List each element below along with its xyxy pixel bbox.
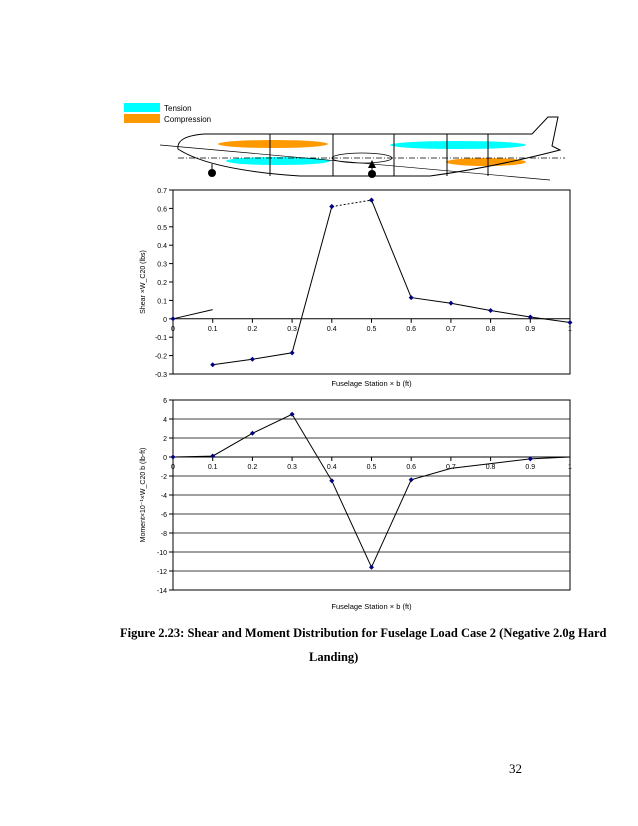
moment-y-tick-label: 0: [163, 455, 167, 462]
moment-y-tick-label: 6: [163, 398, 167, 405]
shear-x-tick-label: 1: [568, 325, 572, 333]
moment-data-point: [210, 454, 215, 459]
shear-x-tick-label: 0.9: [525, 325, 536, 333]
page-number: 32: [509, 761, 522, 776]
moment-x-tick-label: 0.7: [446, 464, 456, 471]
moment-data-point: [290, 412, 295, 417]
moment-y-axis-label: Moment×10⁻¹×W_C20 b (lb-ft): [140, 447, 147, 543]
legend-label-compression: Compression: [164, 115, 212, 124]
moment-x-tick-label: 1: [568, 464, 572, 471]
shear-y-tick-label: 0.6: [157, 206, 167, 214]
compression-region-aft: [446, 158, 526, 166]
moment-y-tick-label: 4: [163, 417, 167, 424]
shear-x-tick-label: 0.4: [326, 325, 337, 333]
shear-y-tick-label: -0.1: [154, 335, 167, 343]
tension-region-aft: [390, 141, 526, 149]
shear-data-point: [290, 350, 295, 355]
moment-y-tick-label: -2: [160, 474, 167, 481]
shear-series-line: [332, 200, 372, 207]
moment-y-tick-label: -10: [156, 550, 167, 557]
shear-data-point: [568, 320, 573, 325]
moment-x-tick-label: 0.2: [247, 464, 258, 471]
shear-series-line: [372, 200, 571, 322]
legend-label-tension: Tension: [164, 104, 192, 113]
caption-line-1: Figure 2.23: Shear and Moment Distribution for Fuselage Load Case 2 (Negative 2.0g Hard: [120, 626, 607, 640]
nose-wheel: [208, 169, 216, 177]
moment-x-tick-label: 0.5: [366, 464, 377, 471]
shear-data-point: [409, 295, 414, 300]
shear-y-tick-label: 0: [163, 316, 167, 324]
shear-chart: [140, 188, 573, 388]
shear-series-line: [173, 310, 213, 319]
moment-data-point: [250, 431, 255, 436]
moment-x-tick-label: 0.3: [287, 464, 297, 471]
shear-x-tick-label: 0.6: [406, 325, 417, 333]
shear-data-point: [171, 316, 176, 321]
shear-x-tick-label: 0.2: [247, 325, 258, 333]
moment-data-point: [409, 477, 414, 482]
shear-y-axis-label: Shear ×W_C20 (lbs): [140, 250, 147, 314]
moment-series-line: [173, 414, 570, 567]
shear-x-tick-label: 0.7: [446, 325, 456, 333]
shear-y-tick-label: 0.7: [157, 188, 167, 195]
shear-y-tick-label: 0.3: [157, 261, 167, 269]
moment-data-point: [171, 455, 176, 460]
moment-x-tick-label: 0.1: [207, 464, 218, 471]
shear-y-tick-label: -0.3: [154, 372, 167, 379]
moment-y-tick-label: -14: [156, 588, 167, 595]
shear-x-tick-label: 0: [171, 325, 175, 333]
moment-y-tick-label: -6: [160, 512, 167, 519]
shear-data-point: [448, 301, 453, 306]
caption-line-2: Landing): [309, 650, 359, 664]
legend-swatch-compression: [124, 114, 160, 123]
moment-data-point: [329, 478, 334, 483]
main-wheel: [368, 170, 376, 178]
shear-x-tick-label: 0.1: [207, 325, 218, 333]
compression-region-fore: [218, 140, 328, 148]
moment-x-tick-label: 0.8: [485, 464, 496, 471]
moment-y-tick-label: -12: [156, 569, 167, 576]
moment-y-tick-label: -8: [160, 531, 167, 538]
shear-x-axis-label: Fuselage Station × b (ft): [331, 379, 412, 388]
moment-x-tick-label: 0: [171, 464, 175, 471]
moment-x-axis-label: Fuselage Station × b (ft): [331, 602, 412, 611]
moment-x-tick-label: 0.6: [406, 464, 417, 471]
moment-y-tick-label: 2: [163, 436, 167, 443]
shear-series-line: [213, 207, 332, 365]
moment-chart: [140, 398, 572, 611]
shear-data-point: [369, 198, 374, 203]
shear-y-tick-label: -0.2: [154, 353, 167, 361]
shear-data-point: [250, 357, 255, 362]
shear-x-tick-label: 0.8: [485, 325, 496, 333]
shear-y-tick-label: 0.5: [157, 224, 167, 232]
aircraft-schematic: [160, 117, 565, 180]
moment-data-point: [369, 565, 374, 570]
shear-data-point: [210, 362, 215, 367]
shear-data-point: [488, 308, 493, 313]
shear-x-tick-label: 0.5: [366, 325, 377, 333]
legend-swatch-tension: [124, 103, 160, 112]
moment-x-tick-label: 0.9: [525, 464, 536, 471]
shear-data-point: [329, 204, 334, 209]
legend: [124, 103, 211, 124]
moment-x-tick-label: 0.4: [326, 464, 337, 471]
shear-y-tick-label: 0.1: [157, 298, 167, 306]
moment-y-tick-label: -4: [160, 493, 167, 500]
shear-x-tick-label: 0.3: [287, 325, 297, 333]
shear-y-tick-label: 0.4: [157, 243, 167, 251]
shear-y-tick-label: 0.2: [157, 280, 167, 287]
shear-plot-area: [173, 190, 570, 374]
